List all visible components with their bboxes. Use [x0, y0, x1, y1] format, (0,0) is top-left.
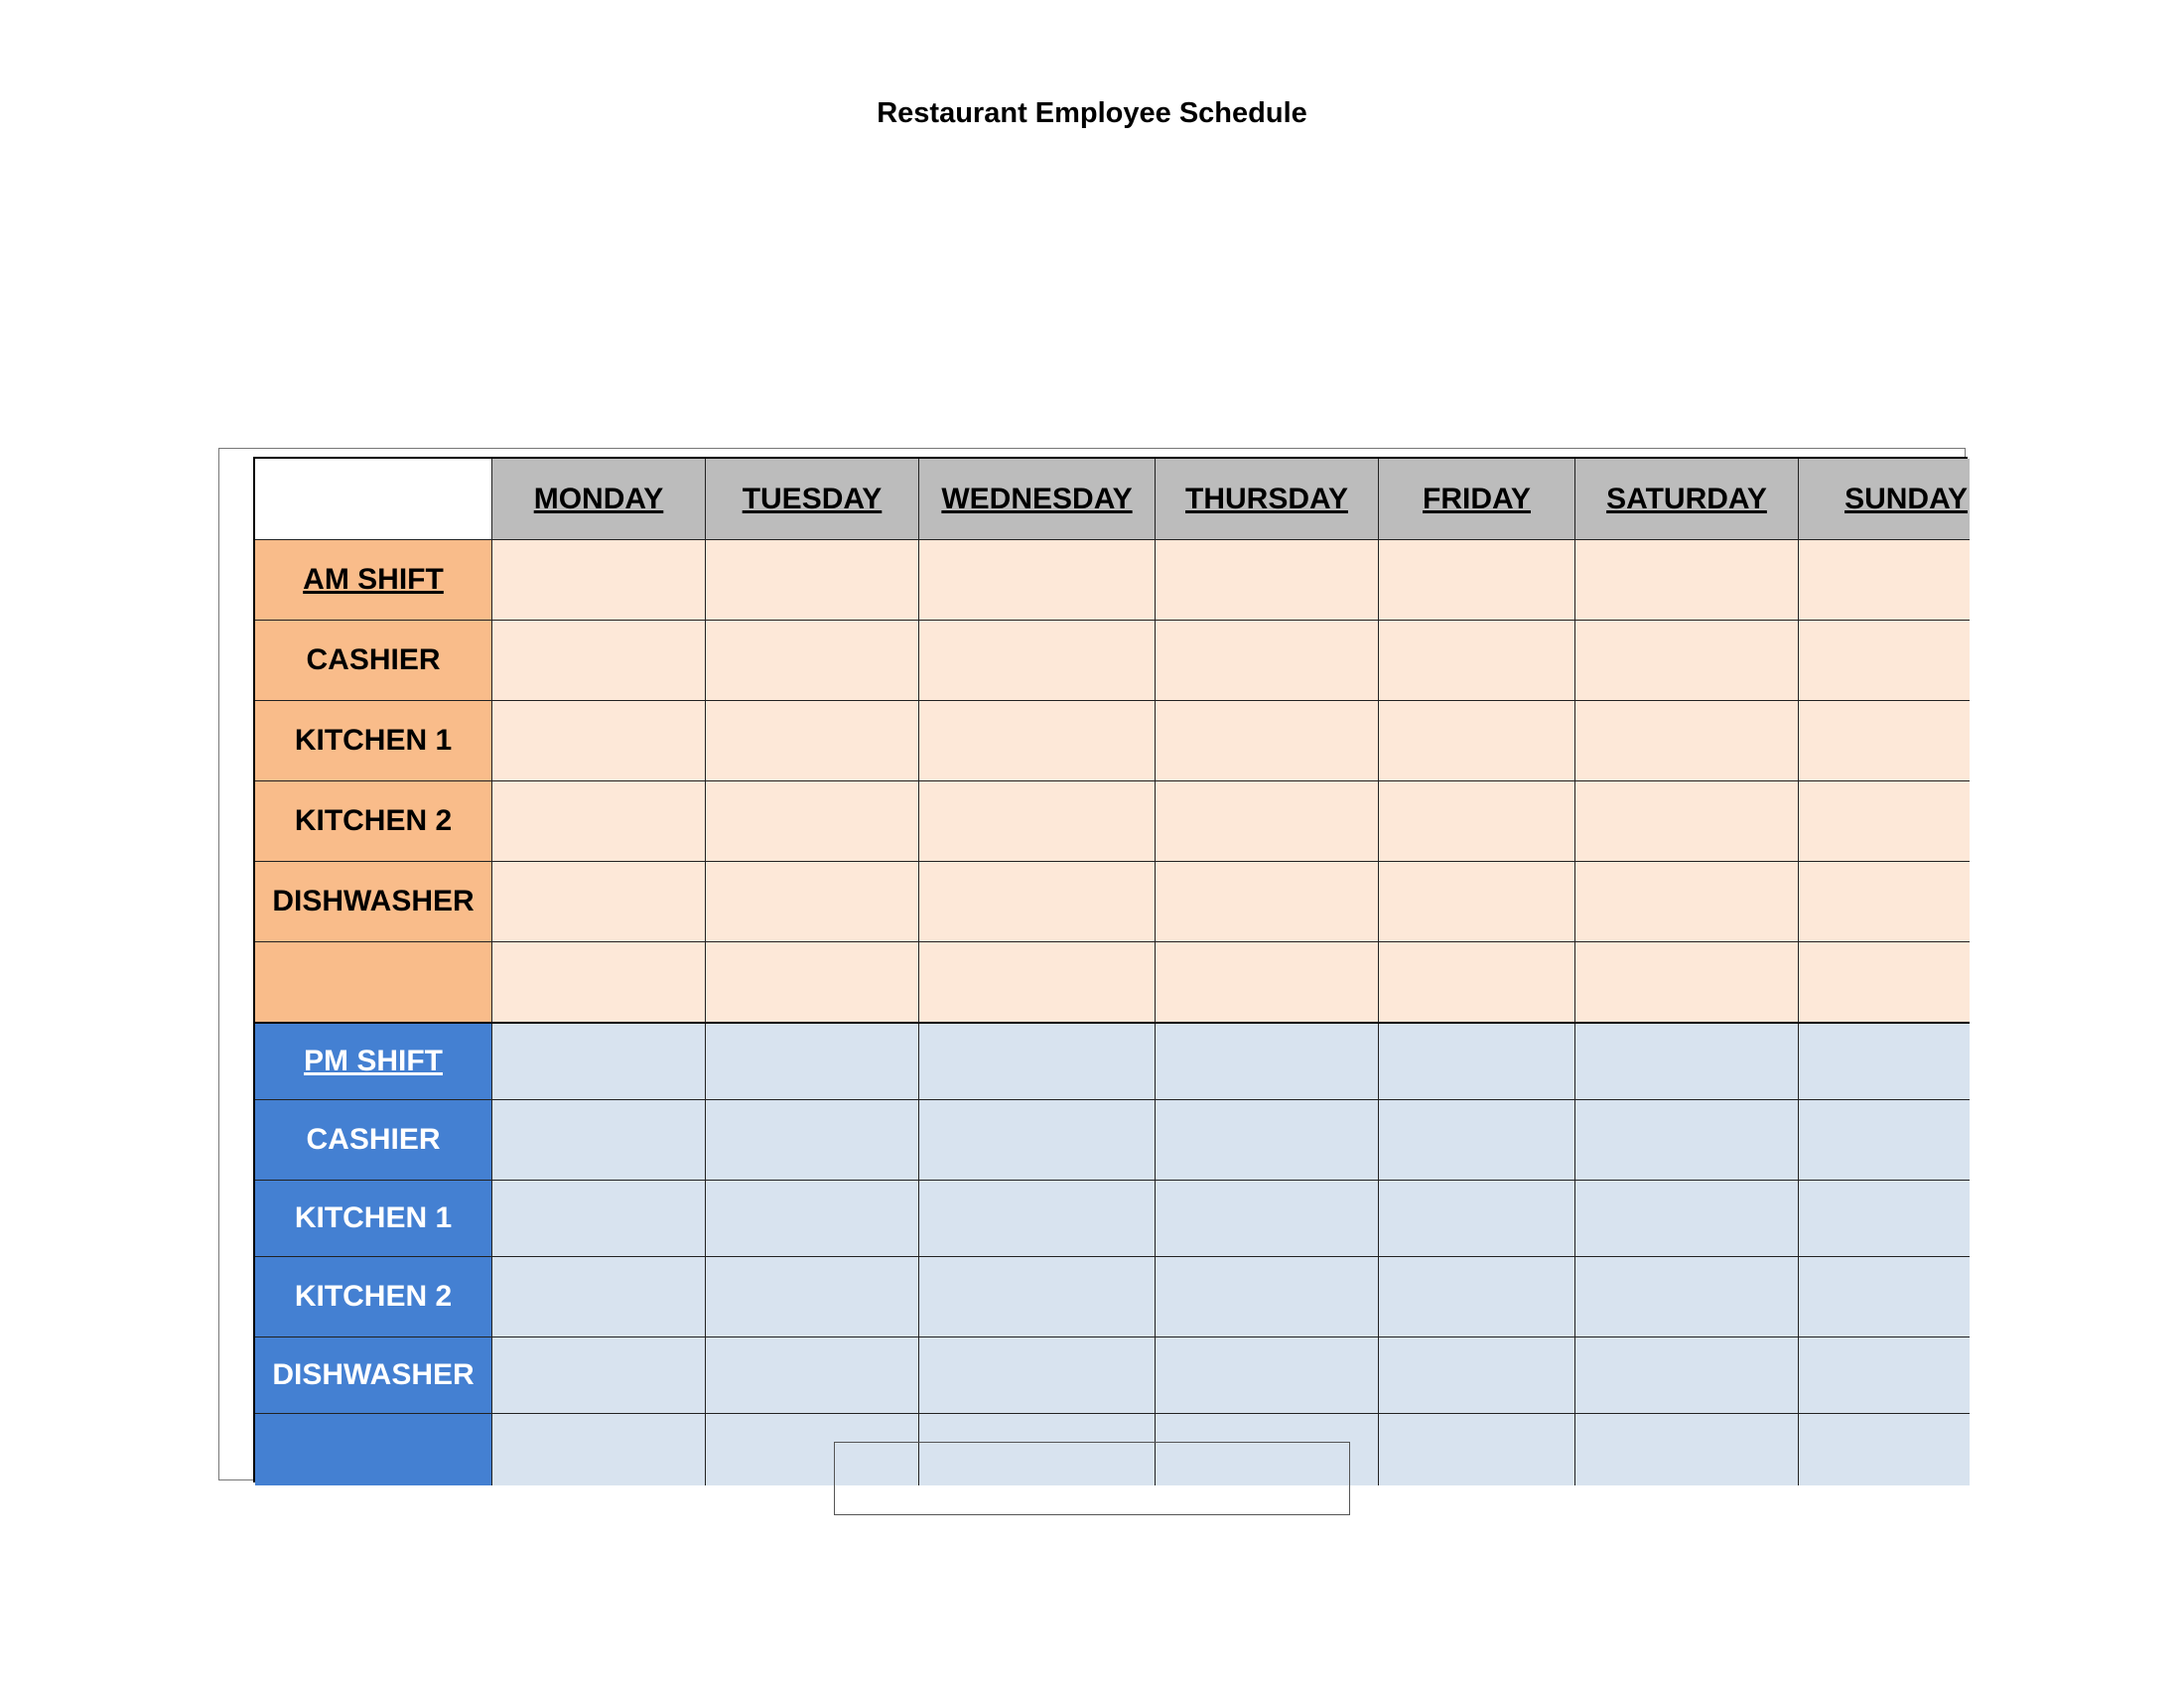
am-role-label: KITCHEN 1 [255, 701, 492, 781]
am-schedule-cell-friday[interactable] [1379, 942, 1575, 1024]
am-schedule-cell-monday[interactable] [492, 781, 706, 862]
pm-shift-heading: PM SHIFT [255, 1024, 492, 1100]
day-header-tuesday: TUESDAY [706, 459, 919, 540]
am-schedule-cell-wednesday[interactable] [919, 621, 1156, 701]
am-schedule-cell-thursday[interactable] [1156, 621, 1379, 701]
am-schedule-cell-saturday[interactable] [1575, 862, 1799, 942]
am-schedule-cell-friday[interactable] [1379, 621, 1575, 701]
pm-schedule-cell-thursday[interactable] [1156, 1257, 1379, 1337]
am-schedule-cell-saturday[interactable] [1575, 621, 1799, 701]
pm-schedule-cell-saturday[interactable] [1575, 1181, 1799, 1257]
am-schedule-cell-thursday[interactable] [1156, 540, 1379, 621]
am-role-label: KITCHEN 2 [255, 781, 492, 862]
pm-schedule-cell-friday[interactable] [1379, 1414, 1575, 1485]
day-header-friday: FRIDAY [1379, 459, 1575, 540]
pm-schedule-cell-thursday[interactable] [1156, 1181, 1379, 1257]
day-header-saturday: SATURDAY [1575, 459, 1799, 540]
pm-schedule-cell-sunday[interactable] [1799, 1100, 1970, 1181]
day-header-monday: MONDAY [492, 459, 706, 540]
am-schedule-cell-saturday[interactable] [1575, 942, 1799, 1024]
pm-schedule-cell-friday[interactable] [1379, 1337, 1575, 1414]
am-schedule-cell-sunday[interactable] [1799, 540, 1970, 621]
am-schedule-cell-tuesday[interactable] [706, 942, 919, 1024]
pm-schedule-cell-saturday[interactable] [1575, 1337, 1799, 1414]
am-schedule-cell-monday[interactable] [492, 701, 706, 781]
schedule-table [253, 457, 1968, 1482]
am-schedule-cell-saturday[interactable] [1575, 781, 1799, 862]
am-role-label: CASHIER [255, 621, 492, 701]
pm-role-label: KITCHEN 1 [255, 1181, 492, 1257]
pm-schedule-cell-monday[interactable] [492, 1337, 706, 1414]
am-schedule-cell-wednesday[interactable] [919, 781, 1156, 862]
am-schedule-cell-thursday[interactable] [1156, 701, 1379, 781]
am-schedule-cell-sunday[interactable] [1799, 781, 1970, 862]
pm-schedule-cell-friday[interactable] [1379, 1100, 1575, 1181]
am-schedule-cell-saturday[interactable] [1575, 540, 1799, 621]
pm-schedule-cell-monday[interactable] [492, 1257, 706, 1337]
pm-schedule-cell-monday[interactable] [492, 1414, 706, 1485]
am-schedule-cell-friday[interactable] [1379, 701, 1575, 781]
am-schedule-cell-wednesday[interactable] [919, 540, 1156, 621]
day-header-thursday: THURSDAY [1156, 459, 1379, 540]
am-schedule-cell-tuesday[interactable] [706, 621, 919, 701]
am-schedule-cell-wednesday[interactable] [919, 862, 1156, 942]
am-schedule-cell-tuesday[interactable] [706, 540, 919, 621]
pm-schedule-cell-sunday[interactable] [1799, 1257, 1970, 1337]
am-schedule-cell-tuesday[interactable] [706, 701, 919, 781]
empty-text-box[interactable] [834, 1442, 1350, 1515]
pm-schedule-cell-thursday[interactable] [1156, 1024, 1379, 1100]
pm-schedule-cell-tuesday[interactable] [706, 1181, 919, 1257]
am-schedule-cell-sunday[interactable] [1799, 701, 1970, 781]
am-schedule-cell-monday[interactable] [492, 942, 706, 1024]
am-schedule-cell-thursday[interactable] [1156, 781, 1379, 862]
pm-schedule-cell-tuesday[interactable] [706, 1337, 919, 1414]
pm-schedule-cell-friday[interactable] [1379, 1257, 1575, 1337]
pm-schedule-cell-sunday[interactable] [1799, 1414, 1970, 1485]
am-schedule-cell-sunday[interactable] [1799, 942, 1970, 1024]
pm-schedule-cell-tuesday[interactable] [706, 1257, 919, 1337]
am-schedule-cell-tuesday[interactable] [706, 862, 919, 942]
am-schedule-cell-friday[interactable] [1379, 540, 1575, 621]
pm-role-label: DISHWASHER [255, 1337, 492, 1414]
pm-schedule-cell-saturday[interactable] [1575, 1414, 1799, 1485]
pm-schedule-cell-monday[interactable] [492, 1024, 706, 1100]
pm-schedule-cell-wednesday[interactable] [919, 1100, 1156, 1181]
am-schedule-cell-sunday[interactable] [1799, 862, 1970, 942]
pm-schedule-cell-sunday[interactable] [1799, 1337, 1970, 1414]
pm-schedule-cell-wednesday[interactable] [919, 1181, 1156, 1257]
pm-role-label [255, 1414, 492, 1485]
pm-schedule-cell-sunday[interactable] [1799, 1181, 1970, 1257]
pm-schedule-cell-thursday[interactable] [1156, 1100, 1379, 1181]
am-schedule-cell-tuesday[interactable] [706, 781, 919, 862]
am-role-label [255, 942, 492, 1024]
am-schedule-cell-monday[interactable] [492, 621, 706, 701]
am-schedule-cell-monday[interactable] [492, 540, 706, 621]
am-shift-heading: AM SHIFT [255, 540, 492, 621]
pm-schedule-cell-wednesday[interactable] [919, 1337, 1156, 1414]
pm-schedule-cell-thursday[interactable] [1156, 1337, 1379, 1414]
am-schedule-cell-saturday[interactable] [1575, 701, 1799, 781]
day-header-wednesday: WEDNESDAY [919, 459, 1156, 540]
am-schedule-cell-sunday[interactable] [1799, 621, 1970, 701]
pm-schedule-cell-saturday[interactable] [1575, 1024, 1799, 1100]
am-schedule-cell-friday[interactable] [1379, 781, 1575, 862]
am-schedule-cell-monday[interactable] [492, 862, 706, 942]
pm-role-label: KITCHEN 2 [255, 1257, 492, 1337]
pm-role-label: CASHIER [255, 1100, 492, 1181]
pm-schedule-cell-tuesday[interactable] [706, 1024, 919, 1100]
pm-schedule-cell-monday[interactable] [492, 1100, 706, 1181]
pm-schedule-cell-friday[interactable] [1379, 1181, 1575, 1257]
day-header-sunday: SUNDAY [1799, 459, 1970, 540]
pm-schedule-cell-sunday[interactable] [1799, 1024, 1970, 1100]
am-schedule-cell-thursday[interactable] [1156, 862, 1379, 942]
pm-schedule-cell-wednesday[interactable] [919, 1024, 1156, 1100]
pm-schedule-cell-tuesday[interactable] [706, 1100, 919, 1181]
pm-schedule-cell-friday[interactable] [1379, 1024, 1575, 1100]
page-title: Restaurant Employee Schedule [877, 97, 1307, 129]
pm-schedule-cell-saturday[interactable] [1575, 1257, 1799, 1337]
am-role-label: DISHWASHER [255, 862, 492, 942]
am-schedule-cell-thursday[interactable] [1156, 942, 1379, 1024]
am-schedule-cell-wednesday[interactable] [919, 701, 1156, 781]
corner-cell [255, 459, 492, 540]
pm-schedule-cell-wednesday[interactable] [919, 1257, 1156, 1337]
pm-schedule-cell-monday[interactable] [492, 1181, 706, 1257]
am-schedule-cell-wednesday[interactable] [919, 942, 1156, 1024]
pm-schedule-cell-saturday[interactable] [1575, 1100, 1799, 1181]
am-schedule-cell-friday[interactable] [1379, 862, 1575, 942]
